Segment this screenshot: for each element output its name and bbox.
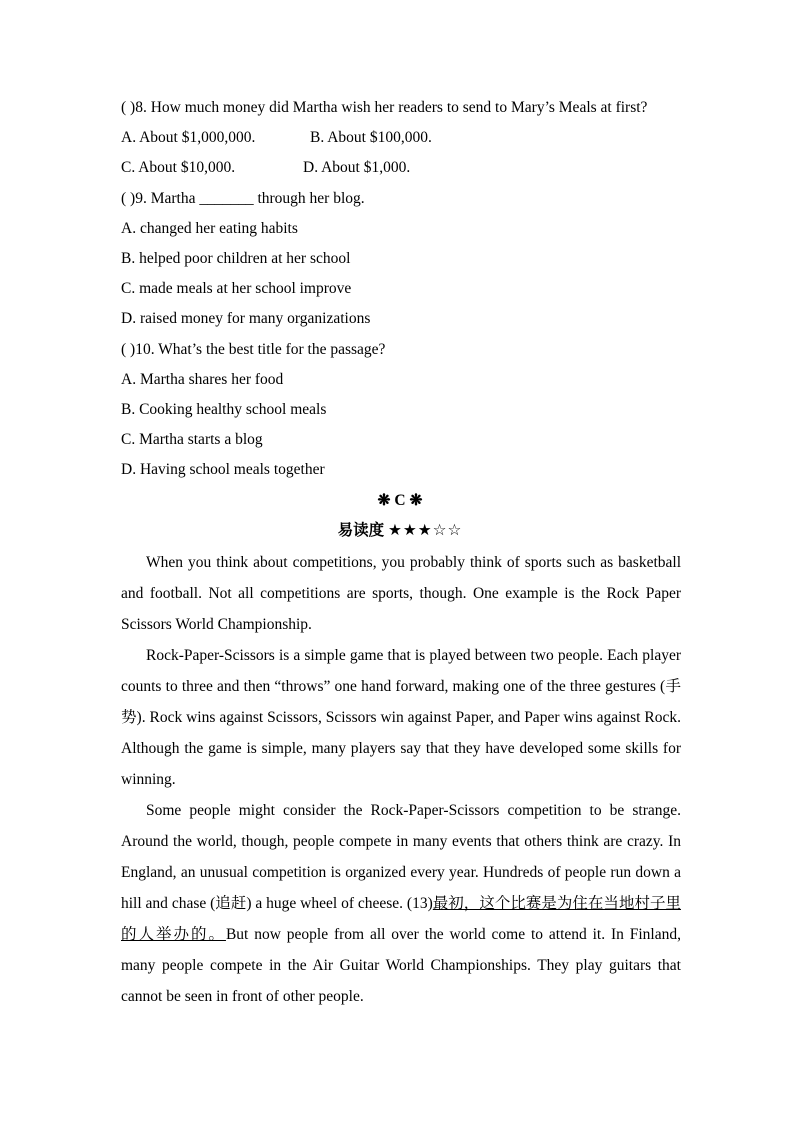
translation-item-13-underlined: 最初，这个比赛是为住在当地村子里的人举办的。 [121, 895, 681, 943]
passage-paragraph-1: When you think about competitions, you probably think of sports such as basketball and football. Not all competitions are sports, though. One example is the Rock Paper Scissors World Championship. [121, 554, 681, 633]
question-10-option-b: B. Cooking healthy school meals [121, 401, 327, 418]
question-10-option-d: D. Having school meals together [121, 461, 325, 478]
question-10-option-c: C. Martha starts a blog [121, 431, 263, 448]
difficulty-label: 易读度 [337, 522, 385, 539]
question-10-stem: ( )10. What’s the best title for the passage? [121, 341, 386, 358]
question-9-stem: ( )9. Martha _______ through her blog. [121, 190, 365, 207]
passage-paragraph-3-part-1: Some people might consider the Rock-Paper-Scissors competition to be strange. Around the world, though, people compete in many events that others think are crazy. In England, an unusual competition is organized every year. Hundreds of people run down a hill and chase (追赶) a huge wheel of cheese. (13) [121, 802, 681, 912]
question-8-options-row-2 [121, 158, 410, 178]
question-8-stem: ( )8. How much money did Martha wish her readers to send to Mary’s Meals at first? [121, 99, 648, 116]
question-8-option-d: D. About $1,000. [303, 159, 411, 176]
question-10-option-a: A. Martha shares her food [121, 371, 284, 388]
passage-paragraph-2: Rock-Paper-Scissors is a simple game that is played between two people. Each player counts to three and then “throws” one hand forward, making one of the three gestures (手势). Rock wins against Scissors, Scissors win against Paper, and Paper wins against Rock. Although the game is simple, many players say that they have developed some skills for winning. [121, 647, 681, 788]
question-8-option-b: B. About $100,000. [310, 129, 432, 146]
difficulty-stars: ★★★☆☆ [387, 522, 463, 539]
question-9-option-b: B. helped poor children at her school [121, 250, 351, 267]
question-8-options-row-1 [121, 128, 432, 148]
question-9-option-c: C. made meals at her school improve [121, 280, 352, 297]
passage-paragraph-3-part-2: But now people from all over the world come to attend it. In Finland, many people compete in the Air Guitar World Championships. They play guitars that cannot be seen in front of other people. [121, 926, 681, 1005]
question-8-option-a: A. About $1,000,000. [121, 129, 256, 146]
passage-paragraph-3 [121, 795, 681, 1012]
difficulty-rating [0, 521, 800, 541]
question-9-option-d: D. raised money for many organizations [121, 310, 371, 327]
section-heading: ❋ C ❋ [377, 492, 423, 509]
question-8-option-c: C. About $10,000. [121, 159, 236, 176]
question-9-option-a: A. changed her eating habits [121, 220, 298, 237]
